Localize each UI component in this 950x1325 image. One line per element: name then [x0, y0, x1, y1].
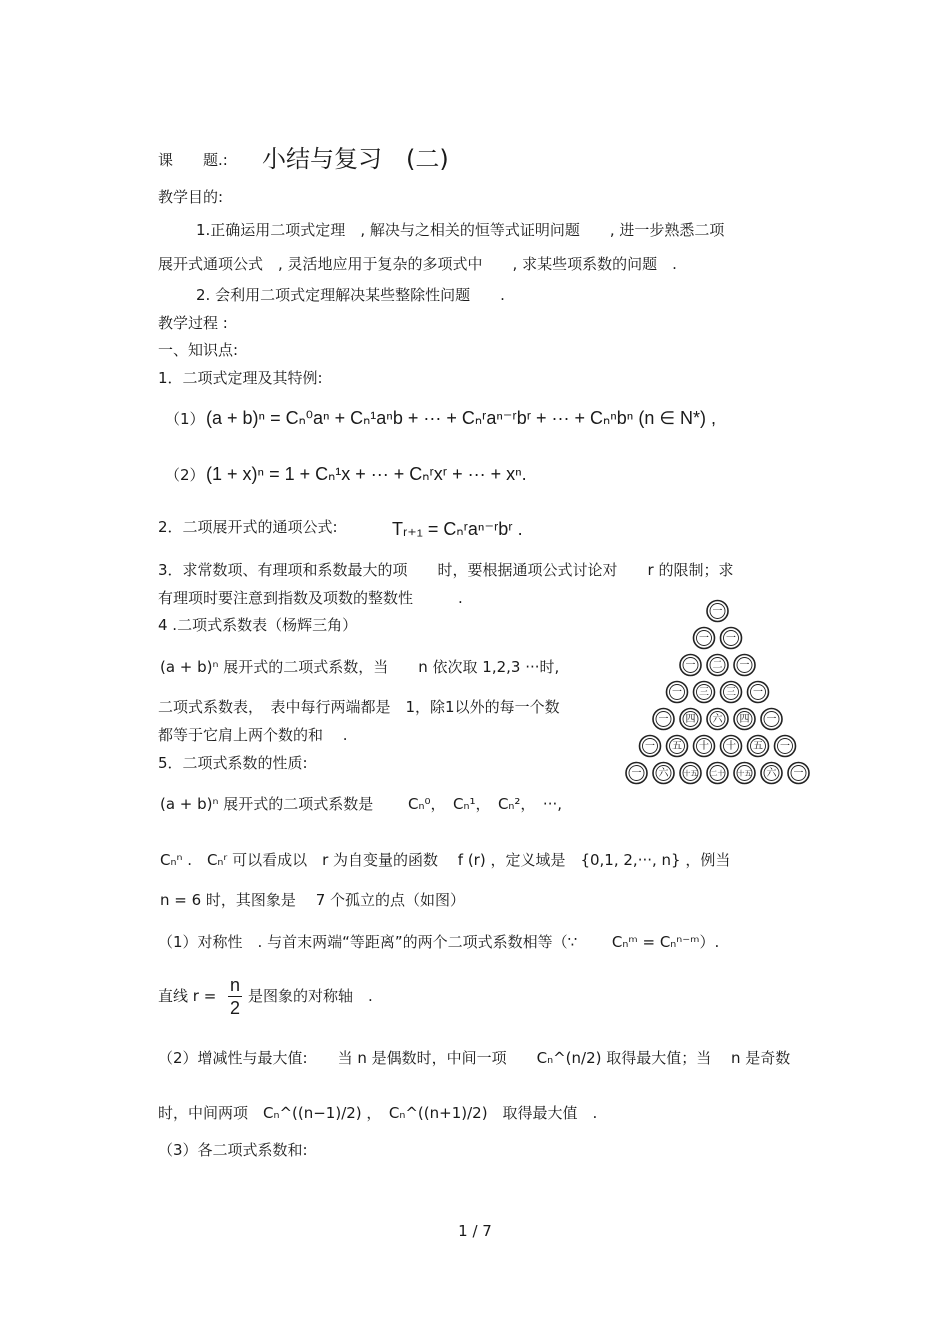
point-1-heading: 1．二项式定理及其特例: — [158, 369, 323, 387]
triangle-value: 二十 — [710, 769, 725, 778]
point-4-line-1: (a + b)ⁿ 展开式的二项式系数，当 n 依次取 1,2,3 ···时, — [160, 658, 560, 676]
point-3-line-2: 有理项时要注意到指数及项数的整数性 . — [158, 589, 463, 607]
point-4-line-3: 都等于它肩上两个数的和 . — [158, 726, 348, 744]
objective-2: 2. 会利用二项式定理解决某些整除性问题 . — [196, 286, 505, 304]
property-1-axis-prefix: 直线 r = — [158, 987, 217, 1005]
triangle-cell — [653, 763, 674, 784]
triangle-cell — [734, 763, 755, 784]
triangle-cell — [775, 736, 796, 757]
property-2-line-2: 时，中间两项 Cₙ^((n−1)/2) ， Cₙ^((n+1)/2) 取得最大值 . — [158, 1104, 598, 1122]
triangle-cell — [653, 709, 674, 730]
triangle-value: 一 — [739, 660, 750, 671]
triangle-value: 六 — [712, 714, 723, 725]
triangle-cell — [707, 601, 728, 622]
triangle-value: 十五 — [737, 769, 752, 778]
triangle-value: 一 — [645, 741, 655, 752]
property-1-axis-fraction — [228, 974, 242, 1019]
triangle-cell — [694, 628, 715, 649]
triangle-cell — [761, 709, 782, 730]
triangle-value: 一 — [672, 687, 682, 698]
triangle-value: 四 — [739, 714, 750, 725]
yang-hui-triangle — [625, 598, 810, 788]
triangle-cell — [721, 736, 742, 757]
triangle-cell — [748, 682, 769, 703]
binomial-theorem-formula: (a + b)ⁿ = Cₙ⁰aⁿ + Cₙ¹aⁿb + ··· + Cₙʳaⁿ⁻ʳbʳ + ··· + Cₙⁿbⁿ (n ∈ N*) , — [206, 408, 717, 428]
triangle-value: 三 — [699, 687, 709, 698]
triangle-value: 一 — [699, 633, 709, 644]
triangle-cell — [748, 736, 769, 757]
triangle-cell — [788, 763, 809, 784]
triangle-cell — [667, 736, 688, 757]
triangle-value: 十 — [699, 741, 709, 752]
triangle-cell — [707, 709, 728, 730]
general-term-formula: Tᵣ₊₁ = Cₙʳaⁿ⁻ʳbʳ . — [392, 519, 523, 539]
lesson-label: 课 题.: — [158, 151, 228, 169]
objectives-heading: 教学目的: — [158, 188, 224, 206]
page-number: 1 / 7 — [458, 1222, 492, 1240]
triangle-value: 一 — [793, 768, 804, 779]
triangle-cell — [694, 736, 715, 757]
triangle-cell — [761, 763, 782, 784]
point-4-heading: 4 .二项式系数表（杨辉三角） — [158, 616, 358, 634]
triangle-value: 一 — [712, 606, 723, 617]
triangle-value: 六 — [658, 768, 669, 779]
triangle-cell — [721, 682, 742, 703]
triangle-cell — [707, 763, 728, 784]
property-1-axis-suffix: 是图象的对称轴 . — [248, 987, 373, 1005]
triangle-cell — [680, 763, 701, 784]
formula-1-label: （1） — [165, 410, 205, 428]
property-2-line-1: （2）增减性与最大值: 当 n 是偶数时，中间一项 Cₙ^(n/2) 取得最大值；当 n 是奇数 — [158, 1049, 791, 1067]
triangle-cell — [694, 682, 715, 703]
fraction-denominator: 2 — [230, 998, 241, 1018]
objective-1-line-1: 1.正确运用二项式定理 , 解决与之相关的恒等式证明问题 , 进一步熟悉二项 — [196, 221, 725, 239]
binomial-special-case-formula: (1 + x)ⁿ = 1 + Cₙ¹x + ··· + Cₙʳxʳ + ··· + xⁿ. — [206, 464, 527, 484]
triangle-value: 三 — [726, 687, 736, 698]
triangle-value: 五 — [753, 741, 763, 752]
point-5-line-2: Cₙⁿ . Cₙʳ 可以看成以 r 为自变量的函数 f (r) ，定义域是 {0,1, 2,···, n} ，例当 — [160, 851, 731, 869]
fraction-numerator: n — [230, 975, 241, 995]
triangle-value: 一 — [753, 687, 763, 698]
triangle-value: 一 — [658, 714, 669, 725]
triangle-cell — [667, 682, 688, 703]
triangle-value: 四 — [685, 714, 696, 725]
triangle-value: 一 — [780, 741, 790, 752]
triangle-value: 一 — [631, 768, 642, 779]
property-3-heading: （3）各二项式系数和: — [158, 1141, 308, 1159]
triangle-value: 二 — [712, 660, 723, 671]
objective-1-line-2: 展开式通项公式 , 灵活地应用于复杂的多项式中 , 求某些项系数的问题 . — [158, 255, 677, 273]
triangle-value: 一 — [766, 714, 777, 725]
triangle-cell — [734, 709, 755, 730]
triangle-cell — [707, 655, 728, 676]
point-4-line-2: 二项式系数表， 表中每行两端都是 1，除1以外的每一个数 — [158, 698, 560, 716]
point-5-line-3: n = 6 时，其图象是 7 个孤立的点（如图） — [160, 891, 466, 909]
process-heading: 教学过程 : — [158, 314, 228, 332]
point-3-line-1: 3．求常数项、有理项和系数最大的项 时，要根据通项公式讨论对 r 的限制；求 — [158, 561, 734, 579]
triangle-value: 十 — [726, 741, 736, 752]
triangle-value: 一 — [685, 660, 696, 671]
triangle-value: 十五 — [683, 769, 698, 778]
property-1-symmetry: （1）对称性 . 与首末两端“等距离”的两个二项式系数相等（∵ Cₙᵐ = Cₙⁿ⁻ᵐ）. — [158, 933, 720, 951]
triangle-cell — [721, 628, 742, 649]
page-title: 小结与复习 (二) — [262, 145, 449, 173]
point-2-heading: 2．二项展开式的通项公式: — [158, 518, 338, 536]
triangle-cell — [680, 709, 701, 730]
formula-2-label: （2） — [165, 466, 205, 484]
triangle-value: 六 — [766, 768, 777, 779]
section-1-heading: 一、知识点: — [158, 341, 239, 359]
triangle-cell — [640, 736, 661, 757]
point-5-heading: 5．二项式系数的性质: — [158, 754, 308, 772]
triangle-value: 五 — [672, 741, 682, 752]
triangle-cell — [734, 655, 755, 676]
triangle-cell — [680, 655, 701, 676]
triangle-value: 一 — [726, 633, 736, 644]
point-5-line-1: (a + b)ⁿ 展开式的二项式系数是 Cₙ⁰， Cₙ¹， Cₙ²， ···, — [160, 795, 562, 813]
triangle-cell — [626, 763, 647, 784]
